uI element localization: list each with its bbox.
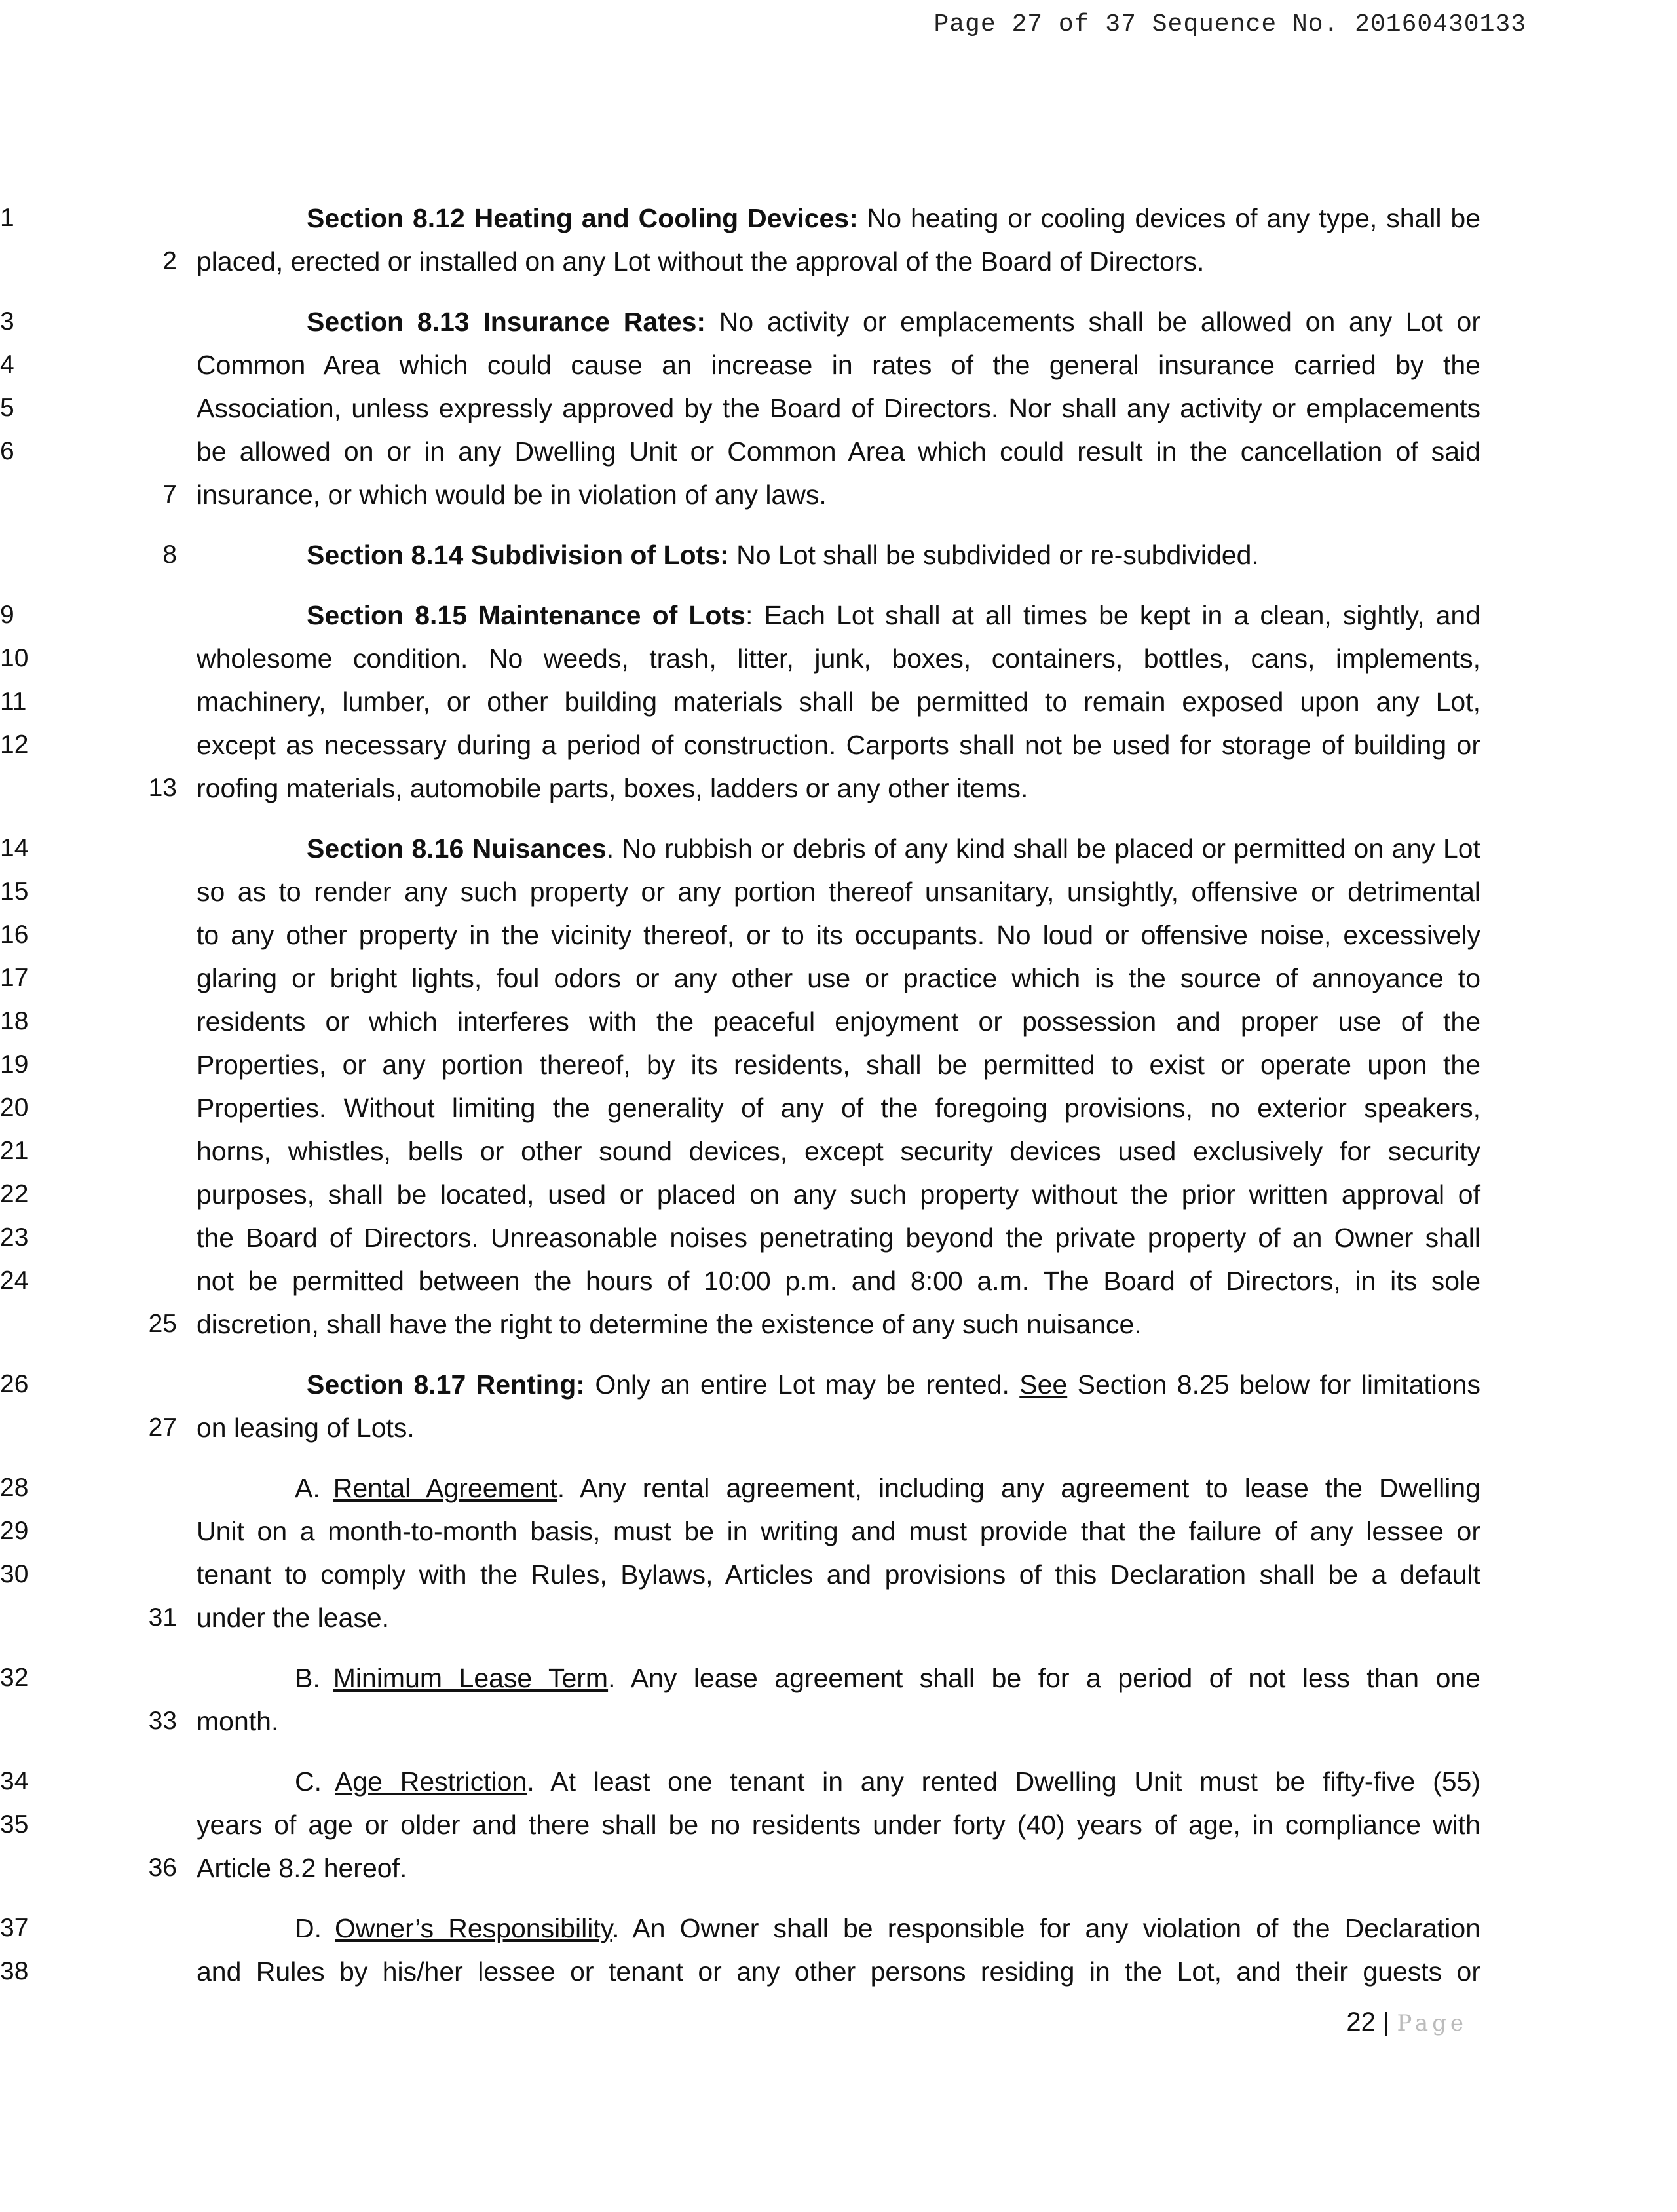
body-text-run: Section 8.25 below for limitations [1067, 1369, 1480, 1400]
body-text-run: . No rubbish or debris of any kind shall be placed or permitted on any Lot [606, 833, 1481, 864]
underlined-term: Age Restriction [335, 1766, 527, 1797]
text-line [0, 1086, 1480, 1130]
body-text-run: purposes, shall be located, used or placed on any such property without the prior written approval of [197, 1179, 1480, 1210]
body-text-run: Article 8.2 hereof. [197, 1853, 407, 1883]
body-text-run: machinery, lumber, or other building materials shall be permitted to remain exposed upon any Lot, [197, 687, 1480, 717]
sequence-stamp: Page 27 of 37 Sequence No. 20160430133 [933, 10, 1526, 39]
paragraph [0, 197, 1481, 283]
body-text-run: under the lease. [197, 1603, 390, 1633]
body-text-run: Association, unless expressly approved by the Board of Directors. Nor shall any activity or emplacements [197, 393, 1480, 423]
body-text-run: years of age or older and there shall be no residents under forty (40) years of age, in compliance with [197, 1810, 1480, 1840]
line-number: 13 [148, 774, 177, 802]
text-line [148, 1700, 1480, 1743]
line-number: 10 [0, 644, 29, 672]
line-number: 34 [0, 1767, 29, 1795]
underlined-term: Rental Agreement [333, 1473, 557, 1503]
body-text-run: except as necessary during a period of construction. Carports shall not be used for storage of building or [197, 730, 1480, 760]
body-text-run: discretion, shall have the right to determine the existence of any such nuisance. [197, 1309, 1142, 1339]
text-line [0, 1259, 1480, 1303]
body-text-run: No Lot shall be subdivided or re-subdivided. [728, 540, 1259, 570]
text-line [0, 870, 1480, 913]
body-text-run: . At least one tenant in any rented Dwelling Unit must be fifty-five (55) [527, 1766, 1480, 1797]
page-number: 22 [1346, 2008, 1376, 2036]
section-heading: Section 8.14 Subdivision of Lots: [307, 540, 729, 570]
line-number: 18 [0, 1007, 29, 1035]
page-footer [1346, 2008, 1467, 2037]
text-line [0, 723, 1480, 767]
body-text-run: to any other property in the vicinity thereof, or to its occupants. No loud or offensive noise, excessively [197, 920, 1480, 950]
text-line [0, 1803, 1480, 1846]
text-line [162, 240, 1480, 283]
underlined-term: Minimum Lease Term [333, 1663, 609, 1693]
text-line [0, 1216, 1480, 1259]
text-line [0, 430, 1480, 473]
line-number: 38 [0, 1957, 29, 1985]
text-line [148, 1303, 1480, 1346]
body-text-run: the Board of Directors. Unreasonable noises penetrating beyond the private property of an Owner shall [197, 1223, 1480, 1253]
line-number: 24 [0, 1267, 29, 1295]
underlined-term: See [1019, 1369, 1068, 1400]
body-text-run: insurance, or which would be in violation of any laws. [197, 480, 827, 510]
line-number: 5 [0, 394, 14, 422]
paragraph [0, 1760, 1480, 1890]
line-number: 37 [0, 1914, 29, 1942]
line-number: 14 [0, 834, 29, 862]
line-number: 17 [0, 964, 29, 992]
subsection-letter: A. [295, 1473, 320, 1503]
body-text-run: so as to render any such property or any portion thereof unsanitary, unsightly, offensive or detrimental [197, 877, 1480, 907]
text-line [0, 594, 1481, 637]
text-line [0, 1760, 1480, 1803]
text-line [0, 827, 1481, 870]
paragraph [0, 1656, 1480, 1743]
text-line [0, 1173, 1480, 1216]
text-line [0, 1907, 1480, 1950]
line-number: 31 [148, 1603, 177, 1631]
body-text-run: wholesome condition. No weeds, trash, litter, junk, boxes, containers, bottles, cans, implements, [197, 643, 1480, 674]
section-heading: Section 8.12 Heating and Cooling Devices: [307, 203, 858, 233]
paragraph [0, 827, 1481, 1346]
body-text-run: No heating or cooling devices of any type, shall be [857, 203, 1481, 233]
paragraph [162, 533, 1480, 577]
body-text-run: not be permitted between the hours of 10:00 p.m. and 8:00 a.m. The Board of Directors, in its sole [197, 1266, 1480, 1296]
body-text-run: Common Area which could cause an increase in rates of the general insurance carried by the [197, 350, 1480, 380]
text-line [0, 913, 1480, 957]
page-separator: | [1382, 2008, 1390, 2036]
text-line [0, 1043, 1480, 1086]
line-number: 23 [0, 1223, 29, 1251]
line-number: 12 [0, 731, 29, 759]
section-heading: Section 8.17 Renting: [307, 1369, 585, 1400]
text-line [0, 1553, 1480, 1596]
body-text-run: on leasing of Lots. [197, 1413, 415, 1443]
line-number: 22 [0, 1180, 29, 1208]
line-number: 1 [0, 204, 14, 232]
body-text-run: Unit on a month-to-month basis, must be in writing and must provide that the failure of any lessee or [197, 1516, 1480, 1546]
body-text-run: . An Owner shall be responsible for any violation of the Declaration [612, 1913, 1480, 1943]
line-number: 2 [162, 247, 177, 275]
line-number: 27 [148, 1413, 177, 1441]
body-text-run: horns, whistles, bells or other sound devices, except security devices used exclusively for security [197, 1136, 1480, 1166]
subsection-letter: D. [295, 1913, 322, 1943]
body-text-run: Properties, or any portion thereof, by its residents, shall be permitted to exist or operate upon the [197, 1050, 1480, 1080]
page-label: Page [1397, 2010, 1467, 2036]
body-text-run: No activity or emplacements shall be allowed on any Lot or [706, 307, 1480, 337]
text-line [0, 957, 1480, 1000]
body-text-run: residents or which interferes with the peaceful enjoyment or possession and proper use of the [197, 1006, 1480, 1037]
text-line [0, 637, 1480, 680]
document-body [0, 197, 1481, 2010]
line-number: 29 [0, 1517, 29, 1545]
line-number: 35 [0, 1810, 29, 1839]
line-number: 9 [0, 601, 14, 629]
body-text-run: and Rules by his/her lessee or tenant or any other persons residing in the Lot, and their guests or [197, 1956, 1480, 1987]
line-number: 26 [0, 1370, 29, 1398]
text-line [0, 197, 1481, 240]
body-text-run: glaring or bright lights, foul odors or any other use or practice which is the source of annoyance to [197, 963, 1480, 993]
text-line [0, 300, 1480, 343]
line-number: 30 [0, 1560, 29, 1588]
section-heading: Section 8.13 Insurance Rates: [307, 307, 706, 337]
text-line [0, 680, 1480, 723]
text-line [0, 387, 1480, 430]
line-number: 3 [0, 307, 14, 335]
text-line [0, 1363, 1480, 1406]
text-line [162, 473, 1480, 516]
paragraph [0, 1907, 1480, 1993]
subsection-letter: C. [295, 1766, 322, 1797]
body-text-run: be allowed on or in any Dwelling Unit or Common Area which could result in the cancellation of said [197, 436, 1480, 467]
paragraph [0, 300, 1480, 516]
line-number: 4 [0, 351, 14, 379]
underlined-term: Owner’s Responsibility [335, 1913, 612, 1943]
line-number: 20 [0, 1094, 29, 1122]
section-heading: Section 8.15 Maintenance of Lots [307, 600, 745, 630]
line-number: 28 [0, 1474, 29, 1502]
text-line [148, 1406, 1480, 1449]
paragraph [0, 1363, 1480, 1449]
text-line [0, 1510, 1480, 1553]
paragraph [0, 594, 1481, 810]
body-text-run: Properties. Without limiting the generality of any of the foregoing provisions, no exterior speakers, [197, 1093, 1480, 1123]
text-line [0, 1000, 1480, 1043]
text-line [148, 1846, 1480, 1890]
line-number: 16 [0, 921, 29, 949]
subsection-letter: B. [295, 1663, 320, 1693]
line-number: 15 [0, 877, 29, 906]
body-text-run: . Any lease agreement shall be for a period of not less than one [608, 1663, 1480, 1693]
section-heading: Section 8.16 Nuisances [307, 833, 607, 864]
line-number: 19 [0, 1050, 29, 1078]
line-number: 32 [0, 1664, 29, 1692]
text-line [0, 343, 1480, 387]
line-number: 8 [162, 541, 177, 569]
body-text-run: : Each Lot shall at all times be kept in a clean, sightly, and [745, 600, 1481, 630]
body-text-run: . Any rental agreement, including any agreement to lease the Dwelling [557, 1473, 1480, 1503]
text-line [162, 533, 1480, 577]
body-text-run: placed, erected or installed on any Lot without the approval of the Board of Directors. [197, 246, 1205, 276]
text-line [0, 1130, 1480, 1173]
body-text-run: Only an entire Lot may be rented. [584, 1369, 1020, 1400]
line-number: 7 [162, 480, 177, 508]
line-number: 6 [0, 437, 14, 465]
text-line [0, 1466, 1480, 1510]
line-number: 25 [148, 1310, 177, 1338]
line-number: 21 [0, 1137, 29, 1165]
body-text-run: month. [197, 1706, 279, 1736]
line-number: 33 [148, 1707, 177, 1735]
body-text-run: roofing materials, automobile parts, boxes, ladders or any other items. [197, 773, 1028, 803]
line-number: 36 [148, 1854, 177, 1882]
text-line [0, 1656, 1480, 1700]
text-line [0, 1950, 1480, 1993]
paragraph [0, 1466, 1480, 1639]
text-line [148, 1596, 1480, 1639]
line-number: 11 [0, 687, 27, 715]
text-line [148, 767, 1480, 810]
body-text-run: tenant to comply with the Rules, Bylaws, Articles and provisions of this Declaration shall be a default [197, 1559, 1480, 1590]
